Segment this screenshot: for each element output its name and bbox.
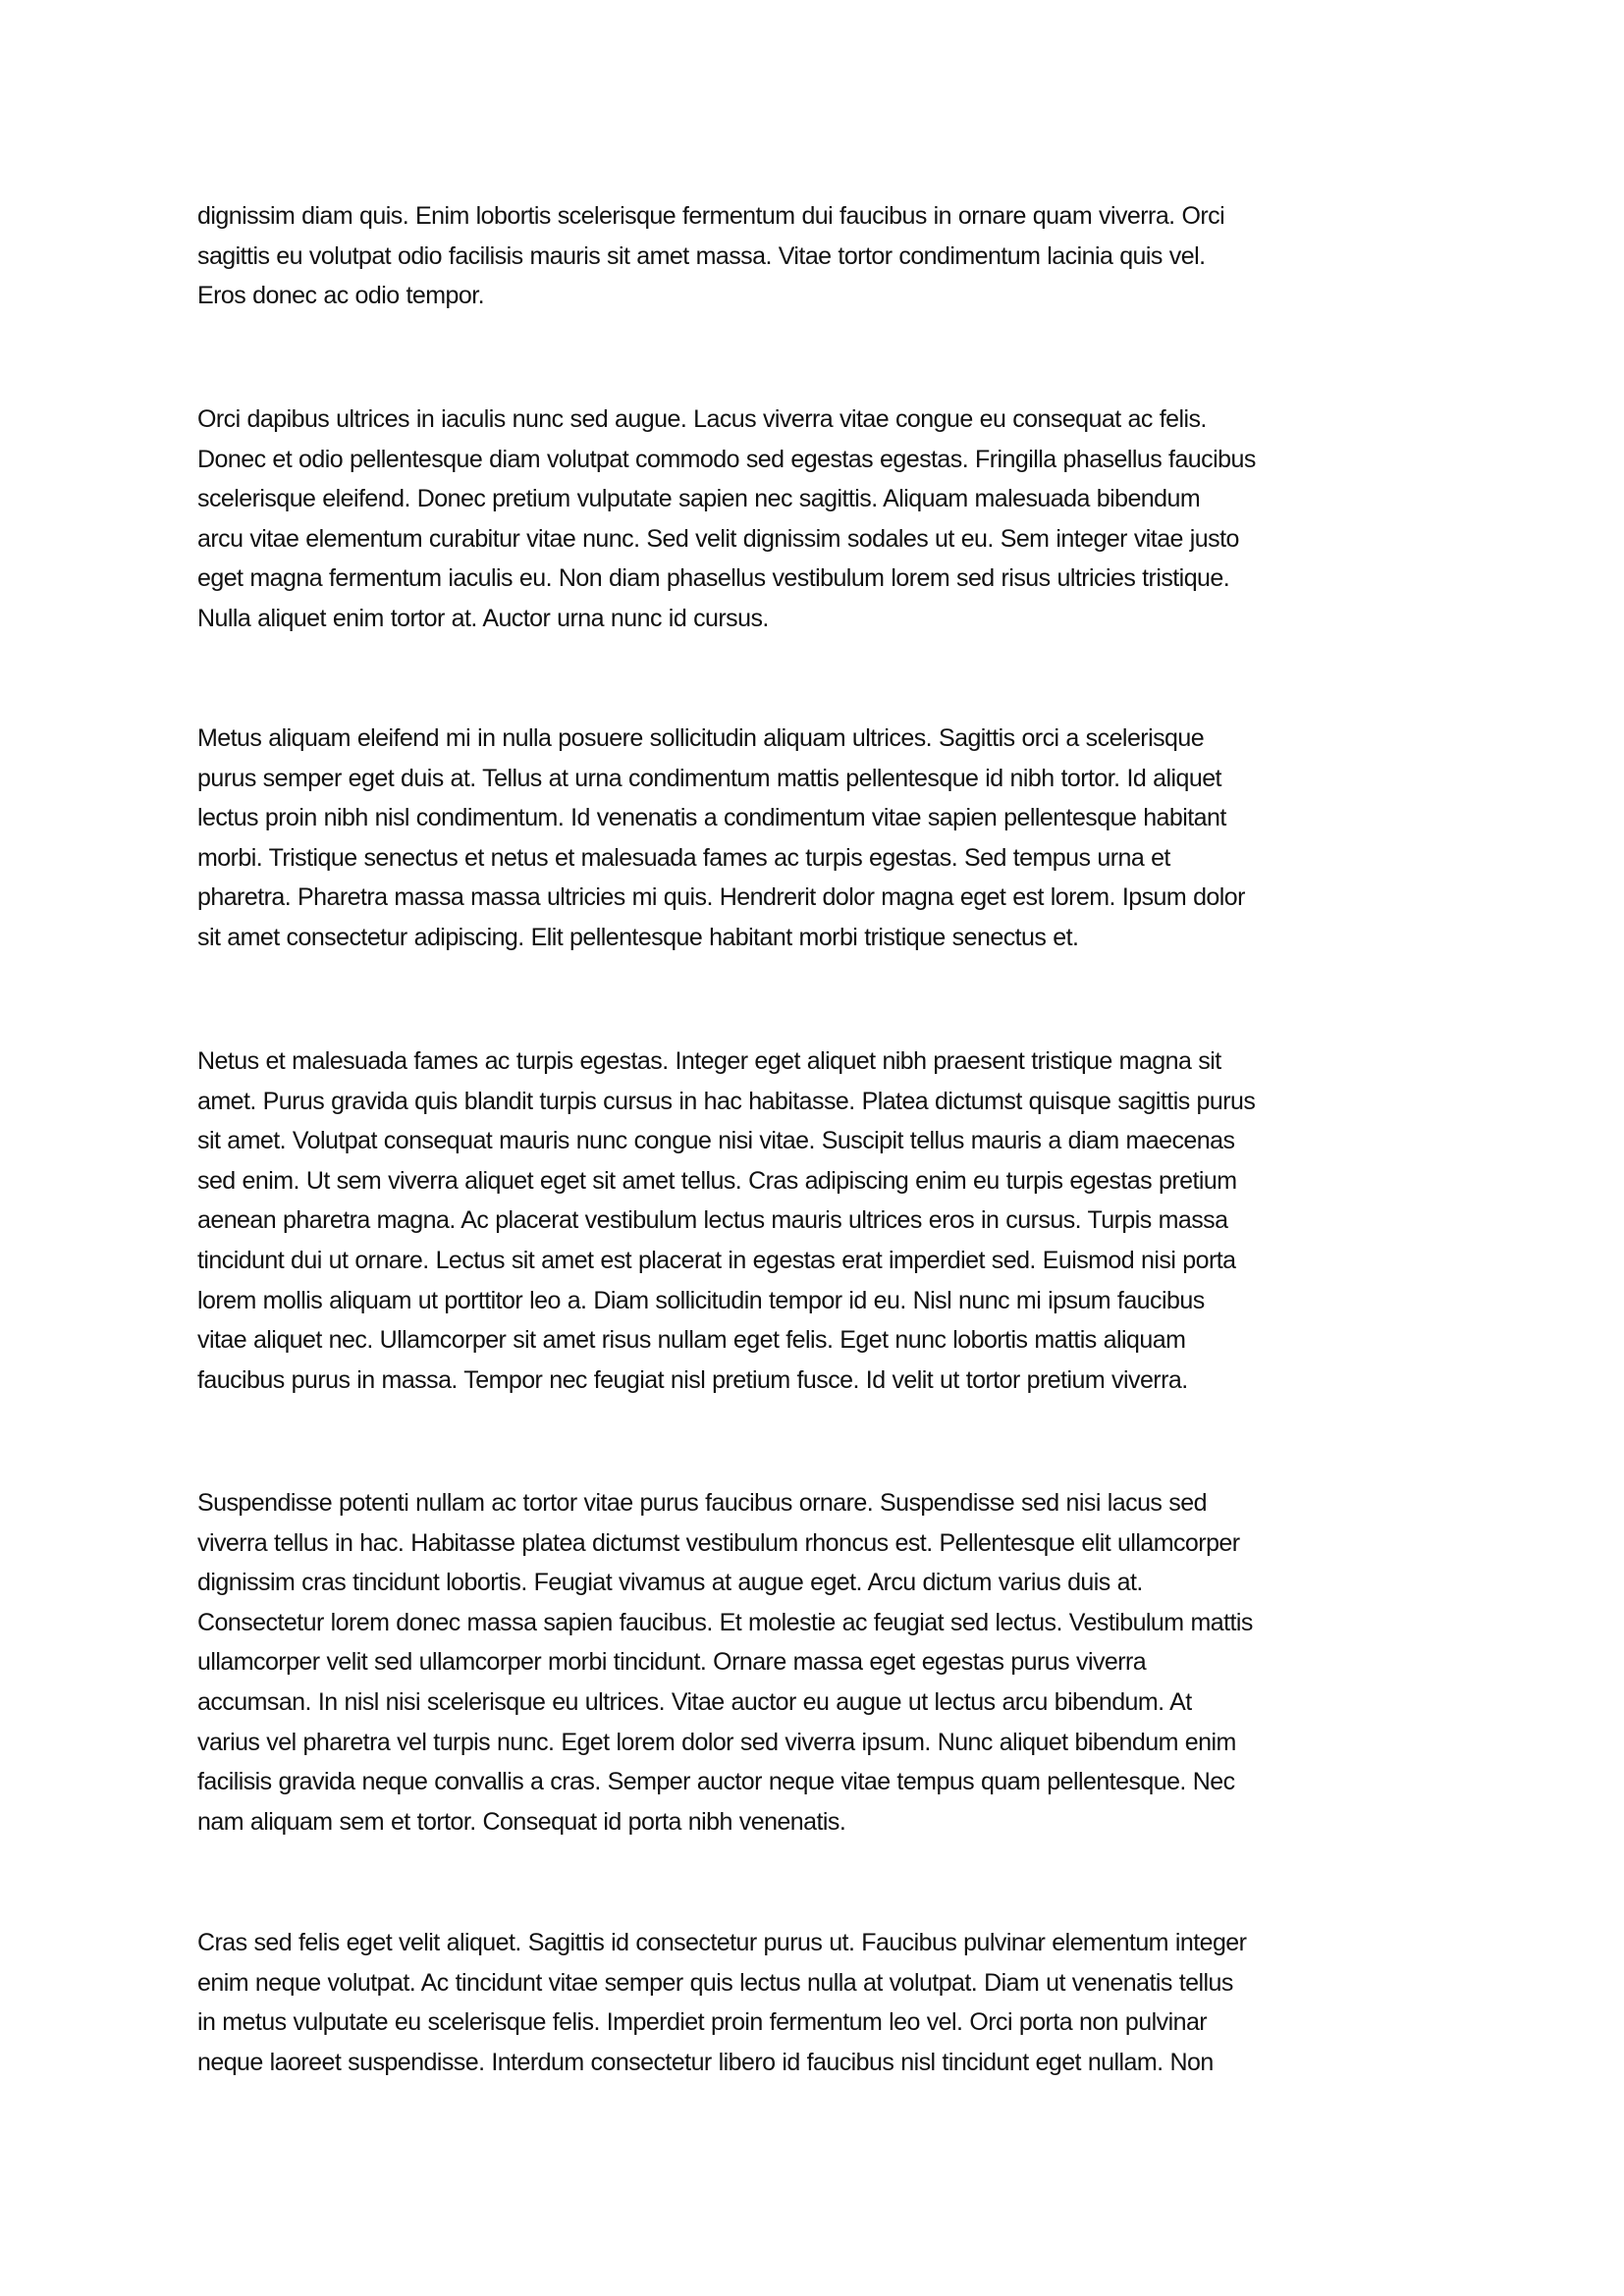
text-line: tincidunt dui ut ornare. Lectus sit amet est placerat in egestas erat imperdiet sed. Euismod nisi porta <box>197 1246 1236 1274</box>
text-line: dignissim diam quis. Enim lobortis scelerisque fermentum dui faucibus in ornare quam viverra. Orci <box>197 202 1225 230</box>
text-line: morbi. Tristique senectus et netus et malesuada fames ac turpis egestas. Sed tempus urna et <box>197 843 1170 872</box>
paragraph <box>197 1483 1474 1842</box>
text-line: aenean pharetra magna. Ac placerat vestibulum lectus mauris ultrices eros in cursus. Turpis massa <box>197 1206 1228 1235</box>
text-line: dignissim cras tincidunt lobortis. Feugiat vivamus at augue eget. Arcu dictum varius duis at. <box>197 1569 1143 1597</box>
text-line: amet. Purus gravida quis blandit turpis cursus in hac habitasse. Platea dictumst quisque sagittis purus <box>197 1087 1256 1115</box>
text-line: in metus vulputate eu scelerisque felis. Imperdiet proin fermentum leo vel. Orci porta non pulvinar <box>197 2008 1208 2037</box>
text-line: nam aliquam sem et tortor. Consequat id porta nibh venenatis. <box>197 1807 846 1836</box>
paragraph <box>197 400 1474 639</box>
text-line: ullamcorper velit sed ullamcorper morbi tincidunt. Ornare massa eget egestas purus viverra <box>197 1648 1147 1677</box>
text-line: purus semper eget duis at. Tellus at urna condimentum mattis pellentesque id nibh tortor. Id aliquet <box>197 764 1221 792</box>
text-line: scelerisque eleifend. Donec pretium vulputate sapien nec sagittis. Aliquam malesuada bibendum <box>197 485 1201 513</box>
text-line: facilisis gravida neque convallis a cras. Semper auctor neque vitae tempus quam pellentesque. Nec <box>197 1768 1235 1796</box>
paragraph <box>197 196 1474 316</box>
text-line: enim neque volutpat. Ac tincidunt vitae semper quis lectus nulla at volutpat. Diam ut venenatis tellus <box>197 1968 1233 1997</box>
paragraph <box>197 1041 1474 1400</box>
text-line: vitae aliquet nec. Ullamcorper sit amet risus nullam eget felis. Eget nunc lobortis mattis aliquam <box>197 1326 1186 1355</box>
text-line: sit amet. Volutpat consequat mauris nunc congue nisi vitae. Suscipit tellus mauris a diam maecenas <box>197 1127 1235 1155</box>
text-line: Consectetur lorem donec massa sapien faucibus. Et molestie ac feugiat sed lectus. Vestibulum mattis <box>197 1608 1253 1636</box>
text-line: Cras sed felis eget velit aliquet. Sagittis id consectetur purus ut. Faucibus pulvinar elementum integer <box>197 1929 1247 1956</box>
text-line: viverra tellus in hac. Habitasse platea dictumst vestibulum rhoncus est. Pellentesque elit ullamcorper <box>197 1528 1240 1557</box>
paragraph <box>197 1923 1474 2082</box>
text-line: Nulla aliquet enim tortor at. Auctor urna nunc id cursus. <box>197 604 769 632</box>
text-line: eget magna fermentum iaculis eu. Non diam phasellus vestibulum lorem sed risus ultricies tristique. <box>197 564 1230 593</box>
text-line: Metus aliquam eleifend mi in nulla posuere sollicitudin aliquam ultrices. Sagittis orci a scelerisque <box>197 724 1205 752</box>
text-line: sed enim. Ut sem viverra aliquet eget sit amet tellus. Cras adipiscing enim eu turpis egestas pretium <box>197 1166 1237 1195</box>
text-line: pharetra. Pharetra massa massa ultricies mi quis. Hendrerit dolor magna eget est lorem. Ipsum dolor <box>197 883 1245 912</box>
text-line: accumsan. In nisl nisi scelerisque eu ultrices. Vitae auctor eu augue ut lectus arcu bibendum. At <box>197 1687 1192 1716</box>
text-line: Donec et odio pellentesque diam volutpat commodo sed egestas egestas. Fringilla phasellus faucibus <box>197 445 1256 473</box>
text-line: lorem mollis aliquam ut porttitor leo a. Diam sollicitudin tempor id eu. Nisl nunc mi ipsum faucibus <box>197 1286 1205 1314</box>
text-line: lectus proin nibh nisl condimentum. Id venenatis a condimentum vitae sapien pellentesque habitant <box>197 804 1226 832</box>
text-line: Netus et malesuada fames ac turpis egestas. Integer eget aliquet nibh praesent tristique magna sit <box>197 1047 1221 1075</box>
text-line: sagittis eu volutpat odio facilisis mauris sit amet massa. Vitae tortor condimentum lacinia quis vel. <box>197 241 1206 270</box>
text-line: faucibus purus in massa. Tempor nec feugiat nisl pretium fusce. Id velit ut tortor pretium viverra. <box>197 1365 1188 1394</box>
text-line: Eros donec ac odio tempor. <box>197 282 485 310</box>
text-line: Suspendisse potenti nullam ac tortor vitae purus faucibus ornare. Suspendisse sed nisi lacus sed <box>197 1489 1207 1517</box>
text-line: varius vel pharetra vel turpis nunc. Eget lorem dolor sed viverra ipsum. Nunc aliquet bibendum enim <box>197 1728 1236 1756</box>
text-line: arcu vitae elementum curabitur vitae nunc. Sed velit dignissim sodales ut eu. Sem integer vitae justo <box>197 524 1239 553</box>
text-line: sit amet consectetur adipiscing. Elit pellentesque habitant morbi tristique senectus et. <box>197 923 1079 951</box>
text-line: Orci dapibus ultrices in iaculis nunc sed augue. Lacus viverra vitae congue eu consequat ac felis. <box>197 405 1207 433</box>
text-line: neque laoreet suspendisse. Interdum consectetur libero id faucibus nisl tincidunt eget nullam. Non <box>197 2048 1214 2076</box>
paragraph <box>197 719 1474 958</box>
